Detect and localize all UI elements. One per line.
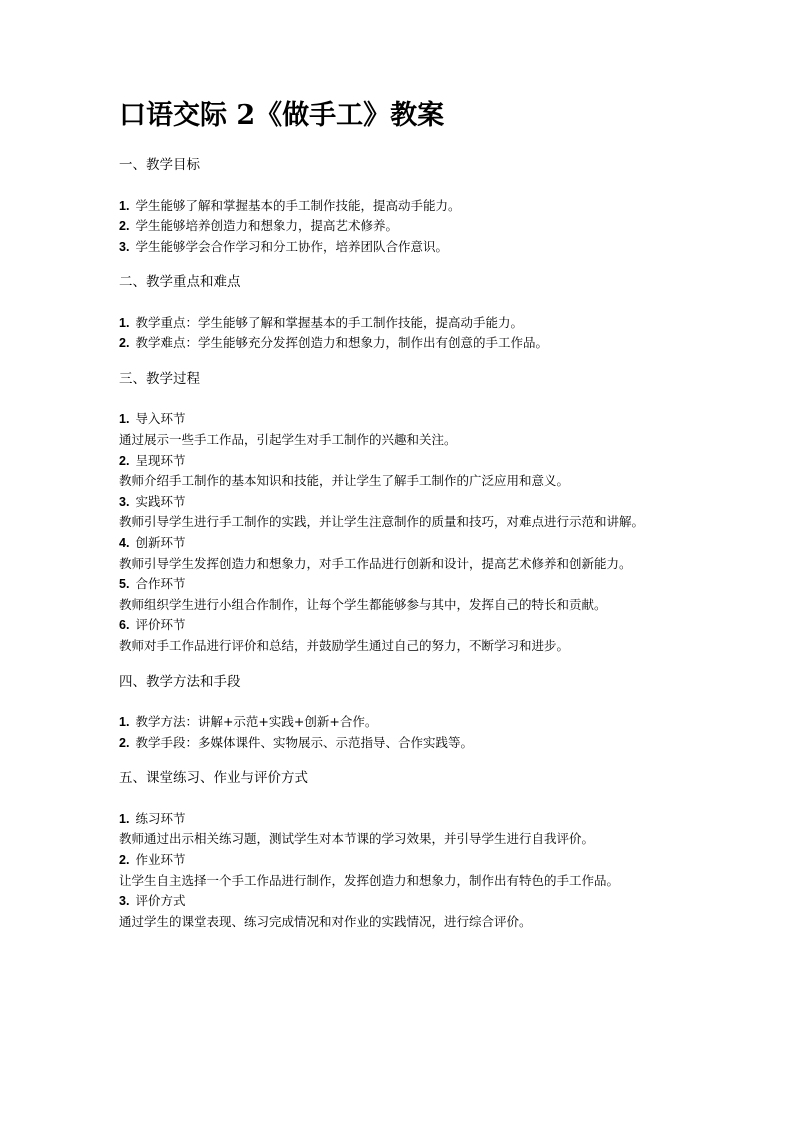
item-number: 1. bbox=[119, 198, 130, 213]
document-title: 口语交际 2《做手工》教案 bbox=[119, 100, 445, 131]
section-teaching-process bbox=[119, 369, 684, 657]
item-number: 1. bbox=[119, 715, 130, 730]
item-text: 教学方法：讲解+示范+实践+创新+合作。 bbox=[135, 714, 378, 730]
step-body: 教师组织学生进行小组合作制作，让每个学生都能够参与其中，发挥自己的特长和贡献。 bbox=[119, 596, 607, 612]
step-label bbox=[119, 574, 684, 595]
step-body: 让学生自主选择一个手工作品进行制作，发挥创造力和想象力，制作出有特色的手工作品。 bbox=[119, 872, 620, 888]
step-body: 教师介绍手工制作的基本知识和技能，并让学生了解手工制作的广泛应用和意义。 bbox=[119, 473, 570, 489]
section-heading: 四、教学方法和手段 bbox=[119, 673, 241, 690]
goal-list bbox=[119, 196, 684, 258]
step-label-text: 创新环节 bbox=[135, 535, 186, 551]
section-heading: 二、教学重点和难点 bbox=[119, 274, 241, 291]
list-item bbox=[119, 333, 684, 354]
step-label bbox=[119, 850, 684, 871]
item-text: 教学手段：多媒体课件、实物展示、示范指导、合作实践等。 bbox=[135, 734, 473, 750]
step-label bbox=[119, 451, 684, 472]
item-number: 2. bbox=[119, 453, 130, 468]
item-text: 学生能够了解和掌握基本的手工制作技能，提高动手能力。 bbox=[135, 197, 461, 213]
item-number: 2. bbox=[119, 219, 130, 234]
step-label bbox=[119, 409, 684, 430]
item-number: 5. bbox=[119, 577, 130, 592]
step-label-text: 练习环节 bbox=[135, 810, 186, 826]
section-heading: 一、教学目标 bbox=[119, 157, 200, 173]
method-list bbox=[119, 712, 684, 753]
item-text: 学生能够培养创造力和想象力，提高艺术修养。 bbox=[135, 218, 398, 234]
step-label-text: 实践环节 bbox=[135, 493, 186, 509]
item-number: 3. bbox=[119, 894, 130, 909]
section-key-points bbox=[119, 272, 684, 354]
key-point-list bbox=[119, 313, 684, 354]
step-label-text: 作业环节 bbox=[135, 851, 186, 867]
item-text: 学生能够学会合作学习和分工协作，培养团队合作意识。 bbox=[135, 238, 448, 254]
item-number: 4. bbox=[119, 536, 130, 551]
item-number: 1. bbox=[119, 811, 130, 826]
item-number: 3. bbox=[119, 494, 130, 509]
step-label bbox=[119, 809, 684, 830]
step-label-text: 评价方式 bbox=[135, 893, 186, 909]
step-label bbox=[119, 533, 684, 554]
list-item bbox=[119, 313, 684, 334]
step-label-text: 合作环节 bbox=[135, 576, 186, 592]
section-heading: 三、教学过程 bbox=[119, 370, 200, 387]
item-text: 教学重点：学生能够了解和掌握基本的手工制作技能，提高动手能力。 bbox=[135, 314, 523, 330]
step-body: 教师通过出示相关练习题，测试学生对本节课的学习效果，并引导学生进行自我评价。 bbox=[119, 831, 595, 847]
item-number: 6. bbox=[119, 618, 130, 633]
step-body: 教师引导学生进行手工制作的实践，并让学生注意制作的质量和技巧，对难点进行示范和讲解。 bbox=[119, 514, 645, 530]
item-number: 2. bbox=[119, 852, 130, 867]
section-heading: 五、课堂练习、作业与评价方式 bbox=[119, 770, 308, 787]
step-label-text: 评价环节 bbox=[135, 617, 186, 633]
section-exercises bbox=[119, 768, 684, 932]
step-body: 教师引导学生发挥创造力和想象力，对手工作品进行创新和设计，提高艺术修养和创新能力。 bbox=[119, 555, 632, 571]
list-item bbox=[119, 237, 684, 258]
step-body: 通过学生的课堂表现、练习完成情况和对作业的实践情况，进行综合评价。 bbox=[119, 913, 532, 929]
item-number: 2. bbox=[119, 336, 130, 351]
item-number: 1. bbox=[119, 412, 130, 427]
step-body: 教师对手工作品进行评价和总结，并鼓励学生通过自己的努力，不断学习和进步。 bbox=[119, 638, 570, 653]
item-text: 教学难点：学生能够充分发挥创造力和想象力，制作出有创意的手工作品。 bbox=[135, 335, 548, 351]
item-number: 1. bbox=[119, 315, 130, 330]
list-item bbox=[119, 712, 684, 733]
list-item bbox=[119, 196, 684, 217]
list-item bbox=[119, 216, 684, 237]
section-methods bbox=[119, 672, 684, 754]
step-body: 通过展示一些手工作品，引起学生对手工制作的兴趣和关注。 bbox=[119, 432, 457, 448]
step-label bbox=[119, 492, 684, 513]
item-number: 3. bbox=[119, 239, 130, 254]
step-label-text: 导入环节 bbox=[135, 411, 186, 427]
step-label-text: 呈现环节 bbox=[135, 452, 186, 468]
document-content bbox=[119, 96, 684, 932]
section-teaching-goals bbox=[119, 155, 684, 257]
step-label bbox=[119, 891, 684, 912]
item-number: 2. bbox=[119, 735, 130, 750]
list-item bbox=[119, 733, 684, 754]
step-label bbox=[119, 615, 684, 636]
